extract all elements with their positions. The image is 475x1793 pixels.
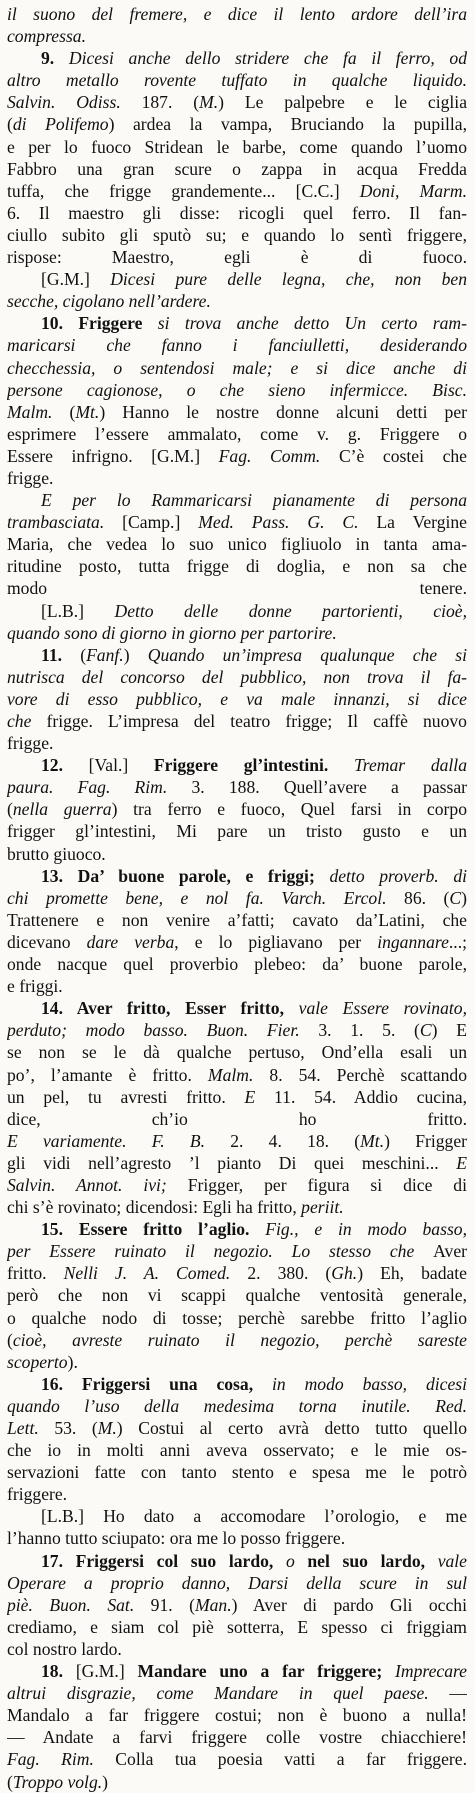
text-line <box>7 357 467 379</box>
italic-text: Gh. <box>331 1263 358 1284</box>
italic-text: che <box>7 711 47 731</box>
text-line <box>7 3 467 25</box>
text-line <box>7 445 467 467</box>
italic-text: perduto; modo basso. Buon. Fier. <box>7 1020 319 1041</box>
body-text: 3. 1. 5. ( <box>318 1020 420 1041</box>
italic-text: Med. Pass. G. C. <box>198 512 377 533</box>
text-line <box>7 1218 467 1240</box>
italic-text: Doni, Marm. <box>359 180 467 201</box>
body-text: dicevano <box>7 931 87 952</box>
italic-text: Nelli J. A. Comed. <box>63 1263 248 1284</box>
text-line <box>7 688 467 710</box>
body-text: ( <box>7 1771 13 1792</box>
body-text: ) Le palpebre e le ciglia <box>218 92 467 113</box>
body-text: onde nacque quel proverbio plebeo: da’ buone parole, <box>7 954 467 975</box>
text-line <box>7 931 467 953</box>
text-line <box>7 555 467 577</box>
entry-heading: 18. <box>41 1661 76 1682</box>
text-line <box>7 776 467 798</box>
text-line <box>7 489 467 511</box>
body-text: 11. 54. Addio cucina, <box>274 1086 467 1107</box>
italic-text: Mt. <box>75 401 100 422</box>
italic-text: Dicesi pure delle legna, che, non ben <box>110 269 467 290</box>
body-text: ) <box>461 887 467 908</box>
italic-text: checchessia, o sentendosi male; e si dice anche di <box>7 357 467 378</box>
text-line <box>7 379 467 401</box>
body-text: ( <box>7 114 13 135</box>
italic-text: M. <box>199 92 219 113</box>
body-text: un pel, tu avresti fritto. <box>7 1086 245 1107</box>
body-text: ( <box>69 401 76 422</box>
italic-text: nella guerra <box>12 799 112 820</box>
italic-text: Malm. <box>7 401 70 422</box>
body-text: ( <box>7 799 13 820</box>
text-line <box>7 577 467 599</box>
text-line <box>7 224 467 246</box>
italic-text: Salvin. Annot. ivi; <box>7 1174 188 1195</box>
body-text: — Andate a farvi friggere colle vostre chiacchiere! <box>7 1727 467 1748</box>
text-line <box>7 113 467 135</box>
text-line <box>7 1505 467 1527</box>
body-text: ...; <box>448 931 467 952</box>
italic-text: persone cagionose, o che sieno infermicce. Bisc. <box>7 379 467 400</box>
entry-heading: 16. Friggersi una cosa, <box>41 1373 272 1394</box>
body-text: 3. 188. Quell’avere a passar <box>191 777 467 798</box>
body-text: Trattenere e non venire a’fatti; cavato da’Latini, che <box>7 909 467 930</box>
body-text: ) Aver di pardo Gli occhi <box>231 1594 467 1615</box>
entry-heading: 9. <box>41 48 69 69</box>
body-text: l’hanno tutto sciupato: ora me lo posso friggere. <box>7 1528 346 1549</box>
body-text: frigge. <box>7 467 54 488</box>
text-line <box>7 533 467 555</box>
italic-text: compressa. <box>7 26 86 47</box>
body-text: [L.B.] <box>41 600 115 621</box>
text-line <box>7 158 467 180</box>
italic-text: vale Essere rovinato, <box>298 998 467 1019</box>
body-text: ) Frigger <box>384 1130 467 1151</box>
text-line <box>7 312 467 334</box>
body-text: e per lo fuoco Stridean le barbe, come quando l’uomo <box>7 136 467 157</box>
text-line <box>7 1041 467 1063</box>
text-line <box>7 1196 467 1218</box>
italic-text: quando l’uso della medesima torna inutile. Red. <box>7 1395 467 1416</box>
text-line <box>7 180 467 202</box>
italic-text: Dicesi anche dello stridere che fa il ferro, od <box>68 48 467 69</box>
text-line <box>7 1461 467 1483</box>
text-line <box>7 136 467 158</box>
body-text: Essere infrigno. [G.M.] <box>7 445 219 466</box>
italic-text: Lett. <box>7 1418 55 1438</box>
body-text: friggere. <box>7 1484 68 1505</box>
italic-text: Fag. Rim. <box>7 1749 116 1770</box>
text-line <box>7 1417 467 1439</box>
text-line <box>7 975 467 997</box>
italic-text: Mt. <box>360 1130 385 1151</box>
body-text: Frigger, per figura si dice di <box>187 1174 467 1195</box>
body-text: o qualche nodo di tosse; perchè sarebbe fritto l’aglio <box>7 1307 467 1328</box>
italic-text: scoperto <box>7 1351 68 1372</box>
body-text: fritto. <box>7 1263 64 1284</box>
text-line <box>7 666 467 688</box>
text-line <box>7 754 467 776</box>
text-line <box>7 69 467 91</box>
text-line <box>7 622 467 644</box>
italic-text: Fig., e in modo basso, <box>265 1219 467 1240</box>
italic-text: paura. Fag. Rim. <box>7 777 192 798</box>
entry-heading: Friggere gl’intestini. <box>153 755 354 776</box>
text-line <box>7 1329 467 1351</box>
text-line <box>7 1307 467 1329</box>
entry-heading: Mandare uno a far friggere; <box>137 1661 396 1682</box>
italic-text: M. <box>97 1418 117 1438</box>
body-text: [G.M.] <box>75 1661 138 1682</box>
text-line <box>7 246 467 268</box>
body-text: rispose: Maestro, egli è di fuoco. <box>7 247 467 268</box>
text-line <box>7 1240 467 1262</box>
body-text: 6. Il maestro gli disse: ricogli quel ferro. Il fan- <box>7 202 467 223</box>
text-line <box>7 467 467 489</box>
text-line <box>7 1550 467 1572</box>
italic-text: si trova anche detto Un certo ram- <box>157 313 467 334</box>
body-text: 86. ( <box>404 887 450 908</box>
text-line <box>7 1638 467 1660</box>
text-line <box>7 887 467 909</box>
text-line <box>7 25 467 47</box>
italic-text: ingannare <box>377 931 449 952</box>
text-line <box>7 865 467 887</box>
body-text: gli vidi nell’agresto ’l pianto Di quei meschini... <box>7 1152 457 1173</box>
italic-text: vore di esso pubblico, e va male innanzi, si dice <box>7 688 467 709</box>
body-text: col nostro lardo. <box>7 1638 122 1659</box>
entry-heading: 13. Da’ buone parole, e friggi; <box>41 865 330 886</box>
entry-heading: nel suo lardo, <box>294 1550 438 1571</box>
text-line <box>7 334 467 356</box>
body-text: ) Eh, badate <box>357 1263 467 1284</box>
text-line <box>7 1174 467 1196</box>
italic-text: E <box>456 1152 467 1173</box>
body-text: , e lo pigliavano per <box>174 931 378 952</box>
italic-text: E <box>244 1086 275 1107</box>
italic-text: C <box>449 887 462 908</box>
text-line <box>7 1439 467 1461</box>
italic-text: secche, cigolano nell’ardere. <box>7 291 211 312</box>
body-text: frigge. L’impresa del teatro frigge; Il caffè nuovo <box>46 711 467 731</box>
italic-text: Quando un’impresa qualunque che si <box>147 644 467 665</box>
body-text: Aver <box>433 1241 467 1262</box>
italic-text: detto proverb. di <box>329 865 467 886</box>
body-text: ciullo subito gli sputò su; e quando lo sentì friggere, <box>7 224 467 245</box>
body-text: modo tenere. <box>7 578 467 599</box>
text-line <box>7 1064 467 1086</box>
text-line <box>7 798 467 820</box>
text-line <box>7 511 467 533</box>
body-text: dice, ch’io ho fritto. <box>7 1108 467 1129</box>
italic-text: Operare a proprio danno, Darsi della scure in sul <box>7 1572 467 1593</box>
italic-text: di Polifemo <box>12 114 109 135</box>
text-line <box>7 1572 467 1594</box>
italic-text: quando sono di giorno in giorno per partorire. <box>7 622 337 643</box>
italic-text: E variamente. F. B. <box>7 1130 231 1151</box>
text-line <box>7 909 467 931</box>
text-line <box>7 1483 467 1505</box>
body-text: po’, l’amante è fritto. <box>7 1064 208 1085</box>
body-text: crediamo, e siam col piè sotterra, E spesso ci friggiam <box>7 1616 467 1637</box>
italic-text: per Essere ruinato il negozio. Lo stesso che <box>7 1241 434 1262</box>
body-text: esprimere l’essere ammalato, come v. g. Friggere o <box>7 423 467 444</box>
body-text: [L.B.] Ho dato a accomodare l’orologio, e me <box>41 1506 467 1527</box>
body-text: frigge. <box>7 733 54 754</box>
italic-text: vale <box>437 1550 467 1571</box>
body-text: 8. 54. Perchè scattando <box>269 1064 467 1085</box>
italic-text: E per lo Rammaricarsi pianamente di persona <box>41 490 467 511</box>
body-text: ( <box>80 644 87 665</box>
body-text: Maria, che vedea lo suo unico figliuolo in tanta ama- <box>7 534 467 555</box>
text-line <box>7 290 467 312</box>
entry-heading: 14. Aver fritto, Esser fritto, <box>41 998 299 1019</box>
text-line <box>7 1527 467 1549</box>
text-line <box>7 47 467 69</box>
text-line <box>7 1704 467 1726</box>
text-line <box>7 1262 467 1284</box>
body-text: ) ardea la vampa, Bruciando la pupilla, <box>108 114 467 135</box>
entry-heading: 11. <box>41 644 81 665</box>
italic-text: piè. Buon. Sat. <box>7 1594 151 1615</box>
body-text: ) <box>102 1771 109 1792</box>
body-text: brutto giuoco. <box>7 843 106 864</box>
italic-text: maricarsi che fanno i fanciulletti, desiderando <box>7 335 467 356</box>
body-text: servazioni fatte con tanto stento e spesa me le potrò <box>7 1462 467 1483</box>
text-line <box>7 1771 467 1793</box>
italic-text: in modo basso, dicesi <box>272 1373 467 1394</box>
body-text: e friggi. <box>7 976 63 997</box>
italic-text: altrui disgrazie, come Mandare in quel paese. <box>7 1683 450 1704</box>
body-text: 53. ( <box>54 1418 98 1438</box>
italic-text: Fanf. <box>86 644 124 665</box>
text-line <box>7 953 467 975</box>
body-text: 2. 380. ( <box>247 1263 332 1284</box>
text-line <box>7 268 467 290</box>
text-line <box>7 91 467 113</box>
body-text: però che non vi scappi qualche ventosità generale, <box>7 1285 467 1306</box>
text-line <box>7 997 467 1019</box>
italic-text: Imprecare <box>395 1661 467 1682</box>
body-text: chi s’è rovinato; dicendosi: Egli ha fritto, <box>7 1197 302 1218</box>
italic-text: trambasciata. <box>7 512 123 533</box>
body-text: Fabbro una gran scure o zappa in acqua Fredda <box>7 158 467 179</box>
body-text: ) E <box>431 1020 467 1041</box>
text-line <box>7 1152 467 1174</box>
body-text: tuffa, che frigge grandemente... [C.C.] <box>7 180 360 201</box>
italic-text: o <box>285 1550 295 1571</box>
text-line <box>7 1351 467 1373</box>
entry-heading: 17. Friggersi col suo lardo, <box>41 1550 286 1571</box>
italic-text: Troppo volg. <box>12 1771 103 1792</box>
italic-text: Malm. <box>207 1064 270 1085</box>
text-line <box>7 820 467 842</box>
text-line <box>7 710 467 732</box>
body-text: ) Costui al certo avrà detto tutto quello <box>116 1418 467 1438</box>
text-line <box>7 644 467 666</box>
text-line <box>7 1748 467 1770</box>
text-line <box>7 202 467 224</box>
text-line <box>7 1682 467 1704</box>
text-line <box>7 1726 467 1748</box>
italic-text: il suono del fremere, e dice il lento ardore dell’ira <box>7 4 467 24</box>
italic-text: cioè, avreste ruinato il negozio, perchè sareste <box>12 1329 467 1350</box>
italic-text: Salvin. Odiss. <box>7 92 142 113</box>
text-line <box>7 1284 467 1306</box>
body-text: ritudine posto, tutta frigge di doglia, e non sa che <box>7 556 467 577</box>
text-line <box>7 1660 467 1682</box>
text-line <box>7 1108 467 1130</box>
text-line <box>7 1019 467 1041</box>
italic-text: Man. <box>194 1594 232 1615</box>
body-text: La Vergine <box>376 512 467 533</box>
text-line <box>7 1594 467 1616</box>
body-text: ( <box>7 1329 13 1350</box>
text-line <box>7 732 467 754</box>
italic-text: nutrisca del concorso del pubblico, non trova il fa- <box>7 666 467 687</box>
entry-heading: 12. <box>41 755 89 776</box>
body-text: frigger gl’intestini, Mi pare un tristo gusto e un <box>7 821 467 842</box>
italic-text: periit. <box>301 1197 344 1218</box>
entry-heading: 15. Essere fritto l’aglio. <box>41 1219 266 1240</box>
body-text: C’è costei che <box>338 445 467 466</box>
italic-text: altro metallo rovente tuffato in qualche liquido. <box>7 70 467 91</box>
body-text: che io in molti anni aveva osservato; e le mie os- <box>7 1440 467 1461</box>
italic-text: Fag. Comm. <box>218 445 339 466</box>
body-text: ). <box>67 1351 78 1372</box>
text-line <box>7 401 467 423</box>
body-text: ) <box>123 644 148 665</box>
text-line <box>7 1086 467 1108</box>
body-text: — <box>449 1683 467 1704</box>
body-text: [Val.] <box>88 755 154 776</box>
body-text: [Camp.] <box>122 512 199 533</box>
entry-heading: 10. Friggere <box>41 313 158 334</box>
italic-text: Tremar dalla <box>353 755 467 776</box>
body-text: ) tra ferro e fuoco, Quel farsi in corpo <box>111 799 467 820</box>
body-text: 91. ( <box>150 1594 195 1615</box>
italic-text: C <box>419 1020 432 1041</box>
body-text: Colla tua poesia vatti a far friggere. <box>115 1749 467 1770</box>
italic-text: dare verba <box>86 931 175 952</box>
body-text: [G.M.] <box>41 269 111 290</box>
italic-text: chi promette bene, e nol fa. Varch. Ercol. <box>7 887 405 908</box>
body-text: 2. 4. 18. ( <box>230 1130 361 1151</box>
text-line <box>7 843 467 865</box>
text-line <box>7 600 467 622</box>
body-text: 187. ( <box>141 92 200 113</box>
text-line <box>7 423 467 445</box>
text-line <box>7 1130 467 1152</box>
text-line <box>7 1395 467 1417</box>
text-line <box>7 1616 467 1638</box>
italic-text: Detto delle donne partorienti, cioè, <box>114 600 467 621</box>
body-text: Mandalo a far friggere costui; non è buono a nulla! <box>7 1705 467 1726</box>
body-text: se non se le dà qualche pertuso, Ond’ella esali un <box>7 1042 467 1063</box>
text-line <box>7 1373 467 1395</box>
body-text: ) Hanno le nostre donne alcuni detti per <box>99 401 467 422</box>
